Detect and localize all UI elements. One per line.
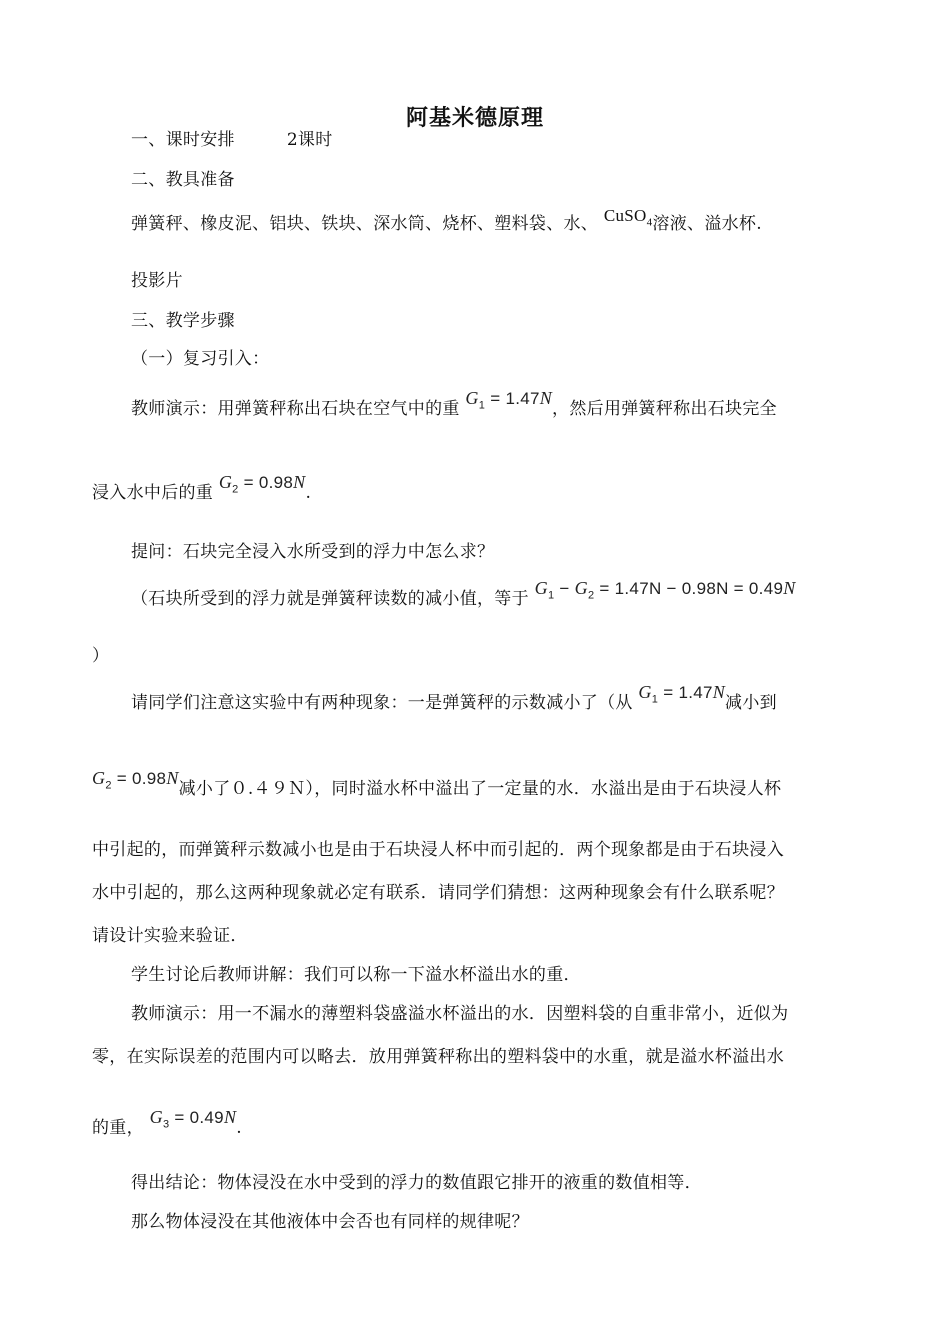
materials-line <box>131 206 762 241</box>
conclusion-line: 得出结论：物体浸没在水中受到的浮力的数值跟它排开的液重的数值相等． <box>131 1173 702 1193</box>
question-line: 提问：石块完全浸入水所受到的浮力中怎么求？ <box>131 542 495 562</box>
demo1-line1: 教师演示：用弹簧秤称出石块在空气中的重 $G_1 = 1.47N$，然后用弹簧秤称出石块完全 <box>131 388 777 419</box>
formula-g2: $G_2 = 0.98N$ <box>218 472 306 496</box>
cuso4-formula: CuSO$_4$ <box>603 206 653 229</box>
demo1-line2: 浸入水中后的重 $G_2 = 0.98N$. <box>92 472 312 503</box>
formula-g3: $G_3 = 0.49N$ <box>149 1107 237 1131</box>
formula-g1: $G_1 = 1.47N$ <box>465 388 553 412</box>
demo2-line3: 的重， $G_3 = 0.49N$. <box>92 1107 242 1138</box>
answer-close: ） <box>92 646 110 666</box>
page-title: 阿基米德原理 <box>405 106 544 131</box>
observation-line3: 中引起的，而弹簧秤示数减小也是由于石块浸人杯中而引起的．两个现象都是由于石块浸入 <box>92 840 784 860</box>
subsection-1: （一）复习引入： <box>131 349 270 369</box>
section-1-label: 一、课时安排 <box>131 130 235 150</box>
observation-line4: 水中引起的，那么这两种现象就必定有联系．请同学们猜想：这两种现象会有什么联系呢？ <box>92 883 784 903</box>
formula-buoyancy: $G_1 - G_2 = 1.47N - 0.98N = 0.49N$ <box>534 578 796 602</box>
observation-line1: 请同学们注意这实验中有两种现象：一是弹簧秤的示数减小了（从 $G_1 = 1.47N$减小到 <box>131 682 777 713</box>
observation-line5: 请设计实验来验证． <box>92 926 248 946</box>
formula-g2-obs: $G_2 = 0.98N$ <box>92 768 179 792</box>
section-2: 二、教具准备 <box>131 170 235 190</box>
observation-line2: $G_2 = 0.98N$减小了０.４９Ｎ），同时溢水杯中溢出了一定量的水．水溢出是由于石块浸人杯 <box>92 768 782 799</box>
final-question-line: 那么物体浸没在其他液体中会否也有同样的规律呢？ <box>131 1212 529 1232</box>
demo2-line1: 教师演示：用一不漏水的薄塑料袋盛溢水杯溢出的水．因塑料袋的自重非常小，近似为 <box>131 1004 789 1024</box>
materials-text-2: 溶液、溢水杯. <box>652 214 762 234</box>
section-1 <box>131 129 333 151</box>
projector-line: 投影片 <box>131 271 183 291</box>
materials-text: 弹簧秤、橡皮泥、铝块、铁块、深水筒、烧杯、塑料袋、水、 <box>131 214 599 234</box>
formula-g1-obs: $G_1 = 1.47N$ <box>638 682 726 706</box>
section-1-value: 2课时 <box>286 130 333 150</box>
section-3: 三、教学步骤 <box>131 311 235 331</box>
answer-line: （石块所受到的浮力就是弹簧秤读数的减小值，等于 $G_1 - G_2 = 1.47N - 0.98N = 0.49N$ <box>131 578 796 609</box>
discussion-line: 学生讨论后教师讲解：我们可以称一下溢水杯溢出水的重． <box>131 965 581 985</box>
demo2-line2: 零，在实际误差的范围内可以略去．放用弹簧秤称出的塑料袋中的水重，就是溢水杯溢出水 <box>92 1047 784 1067</box>
